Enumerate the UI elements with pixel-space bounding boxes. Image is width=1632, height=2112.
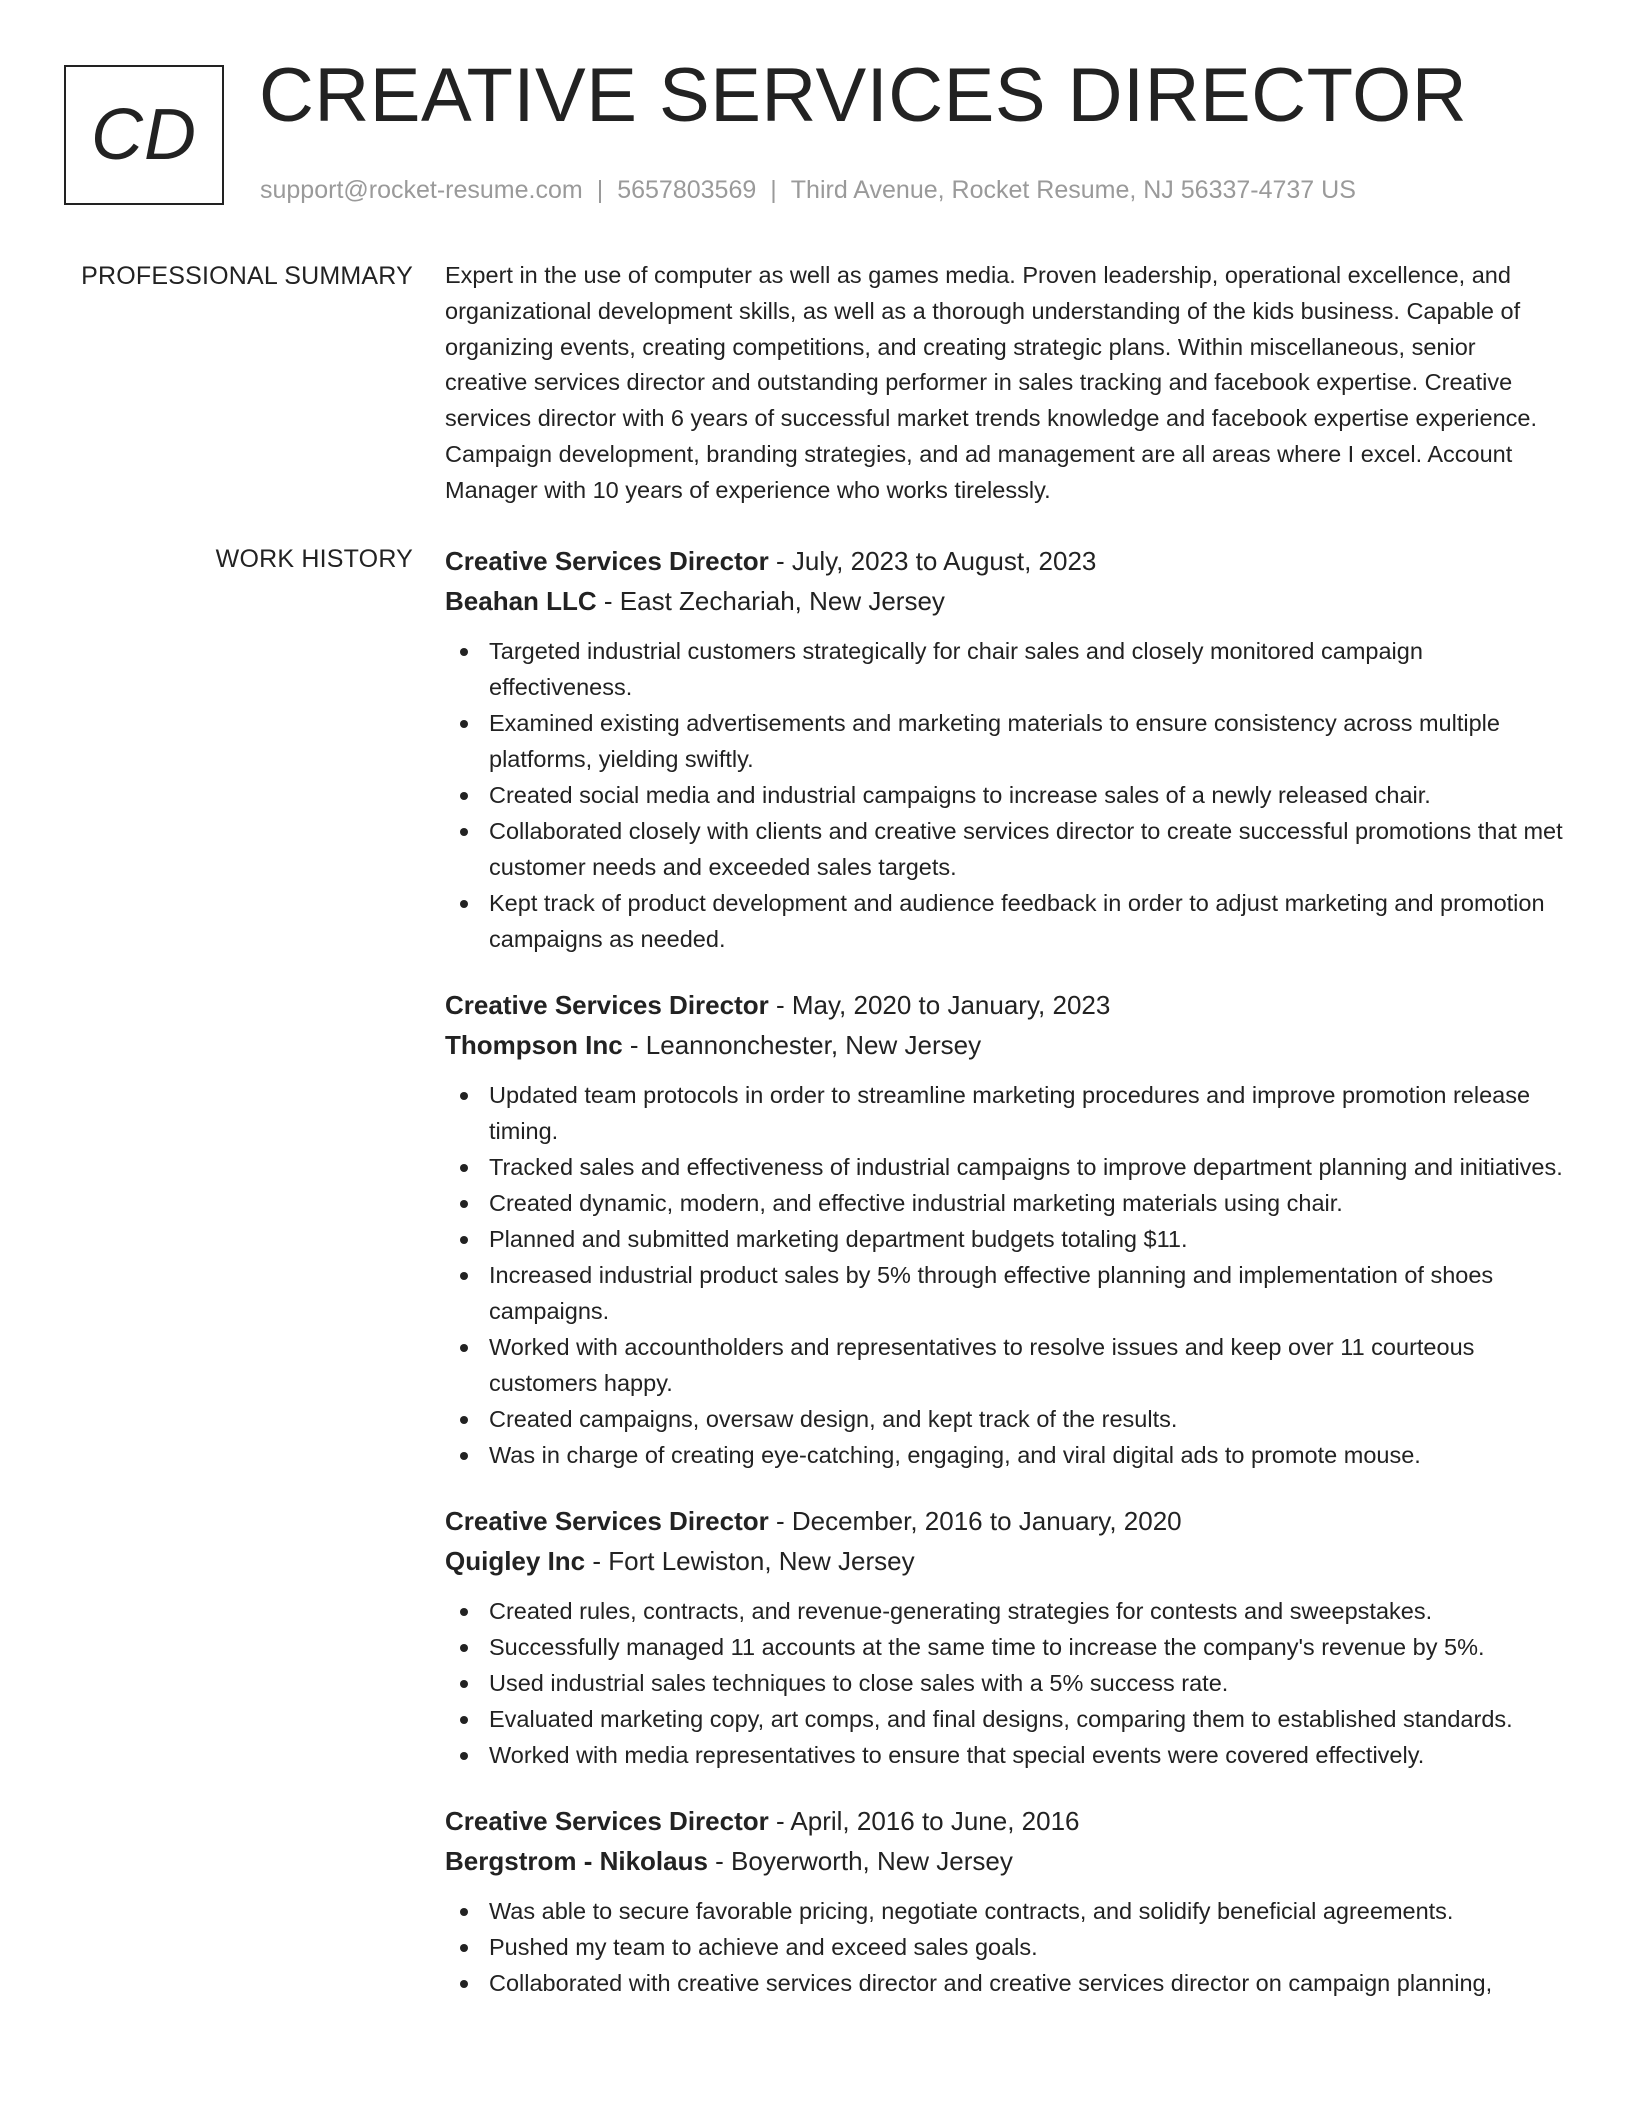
job-company-line [445, 1541, 1563, 1581]
job-company: Quigley Inc [445, 1546, 586, 1576]
job-bullet: Successfully managed 11 accounts at the same time to increase the company's revenue by 5%. [445, 1629, 1563, 1665]
job-title: Creative Services Director [445, 990, 769, 1020]
contact-phone: 5657803569 [617, 176, 757, 204]
job-company-line [445, 1841, 1563, 1881]
job-location: - Fort Lewiston, New Jersey [585, 1546, 915, 1576]
job-title: Creative Services Director [445, 1506, 769, 1536]
job-title-line [445, 1501, 1563, 1541]
job-dates: - May, 2020 to January, 2023 [768, 990, 1111, 1020]
job-company-line [445, 1025, 1563, 1065]
job-bullets [445, 1893, 1563, 2001]
job-company: Beahan LLC [445, 586, 597, 616]
job-bullet: Updated team protocols in order to streamline marketing procedures and improve promotion release timing. [445, 1077, 1563, 1149]
job-bullet: Pushed my team to achieve and exceed sales goals. [445, 1929, 1563, 1965]
job-location: - Boyerworth, New Jersey [707, 1846, 1013, 1876]
section-label-summary: PROFESSIONAL SUMMARY [81, 262, 413, 290]
job-entry [445, 985, 1563, 1473]
job-bullet: Examined existing advertisements and marketing materials to ensure consistency across multiple platforms, yielding swiftly. [445, 705, 1563, 777]
job-bullet: Worked with accountholders and representatives to resolve issues and keep over 11 courteous customers happy. [445, 1329, 1563, 1401]
job-title-line [445, 985, 1563, 1025]
contact-separator: | [596, 176, 604, 204]
resume-title: CREATIVE SERVICES DIRECTOR [259, 53, 1468, 138]
job-bullet: Was able to secure favorable pricing, negotiate contracts, and solidify beneficial agreements. [445, 1893, 1563, 1929]
job-location: - Leannonchester, New Jersey [622, 1030, 982, 1060]
contact-separator: | [770, 176, 777, 204]
job-title-line [445, 1801, 1563, 1841]
work-history-body [445, 541, 1563, 2029]
job-title: Creative Services Director [445, 1806, 769, 1836]
job-entry [445, 1801, 1563, 2001]
job-bullet: Tracked sales and effectiveness of industrial campaigns to improve department planning and initiatives. [445, 1149, 1563, 1185]
job-bullet: Worked with media representatives to ensure that special events were covered effectively. [445, 1737, 1563, 1773]
job-location: - East Zechariah, New Jersey [596, 586, 945, 616]
contact-line [260, 176, 1356, 205]
summary-body [445, 258, 1563, 509]
job-bullet: Planned and submitted marketing department budgets totaling $11. [445, 1221, 1563, 1257]
monogram-box [64, 65, 224, 205]
job-entry [445, 1501, 1563, 1773]
monogram-initials: CD [91, 95, 197, 175]
job-bullet: Evaluated marketing copy, art comps, and final designs, comparing them to established standards. [445, 1701, 1563, 1737]
contact-address: Third Avenue, Rocket Resume, NJ 56337-4737 US [790, 176, 1356, 204]
job-bullets [445, 633, 1563, 957]
job-bullet: Kept track of product development and audience feedback in order to adjust marketing and promotion campaigns as needed. [445, 885, 1563, 957]
job-company: Bergstrom - Nikolaus [445, 1846, 708, 1876]
job-dates: - July, 2023 to August, 2023 [768, 546, 1097, 576]
job-bullets [445, 1077, 1563, 1473]
job-bullet: Collaborated with creative services director and creative services director on campaign planning, [445, 1965, 1563, 2001]
job-title-line [445, 541, 1563, 581]
summary-text: Expert in the use of computer as well as games media. Proven leadership, operational excellence, and organizational development skills, as well as a thorough understanding of the kids business. Capable of organizing events, creating competitions, and creating strategic plans. Within miscellaneous, senior creative services director and outstanding performer in sales tracking and facebook expertise. Creative services director with 6 years of successful market trends knowledge and facebook expertise experience. Campaign development, branding strategies, and ad management are all areas where I excel. Account Manager with 10 years of experience who works tirelessly. [445, 262, 1537, 503]
job-company: Thompson Inc [445, 1030, 623, 1060]
job-bullets [445, 1593, 1563, 1773]
job-title: Creative Services Director [445, 546, 769, 576]
job-bullet: Was in charge of creating eye-catching, engaging, and viral digital ads to promote mouse. [445, 1437, 1563, 1473]
job-entry [445, 541, 1563, 957]
job-bullet: Used industrial sales techniques to close sales with a 5% success rate. [445, 1665, 1563, 1701]
job-bullet: Created social media and industrial campaigns to increase sales of a newly released chair. [445, 777, 1563, 813]
job-dates: - April, 2016 to June, 2016 [768, 1806, 1080, 1836]
section-label-work-history: WORK HISTORY [215, 545, 413, 573]
job-bullet: Increased industrial product sales by 5% through effective planning and implementation of shoes campaigns. [445, 1257, 1563, 1329]
contact-email: support@rocket-resume.com [260, 176, 583, 204]
job-dates: - December, 2016 to January, 2020 [768, 1506, 1182, 1536]
job-company-line [445, 581, 1563, 621]
job-bullet: Created rules, contracts, and revenue-generating strategies for contests and sweepstakes. [445, 1593, 1563, 1629]
job-bullet: Collaborated closely with clients and creative services director to create successful promotions that met customer needs and exceeded sales targets. [445, 813, 1563, 885]
job-bullet: Created campaigns, oversaw design, and kept track of the results. [445, 1401, 1563, 1437]
job-bullet: Targeted industrial customers strategically for chair sales and closely monitored campaign effectiveness. [445, 633, 1563, 705]
job-bullet: Created dynamic, modern, and effective industrial marketing materials using chair. [445, 1185, 1563, 1221]
